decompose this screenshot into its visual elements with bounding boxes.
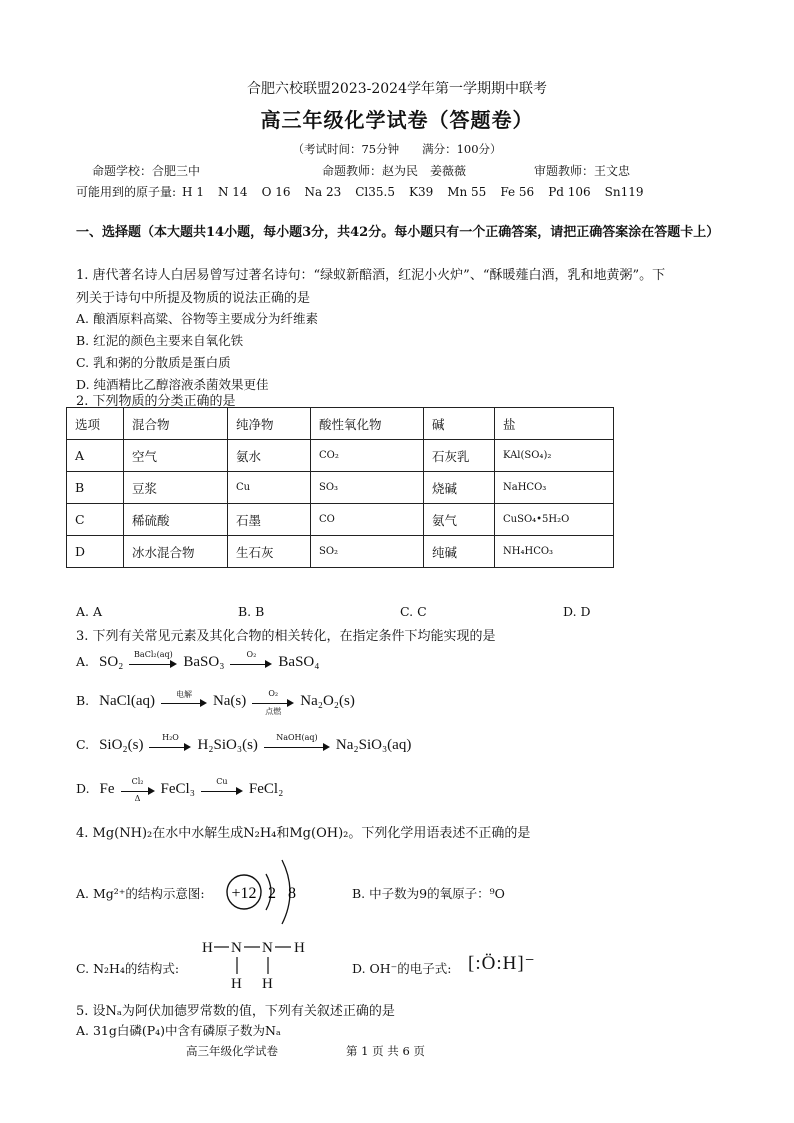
reaction-arrow-icon xyxy=(121,776,155,803)
species: Na₂O₂(s) xyxy=(300,693,355,709)
page-number: 第 1 页 共 6 页 xyxy=(346,1044,425,1058)
table-row xyxy=(67,536,614,568)
table-cell: 氨水 xyxy=(228,440,311,472)
atom-h: H xyxy=(294,940,305,956)
n2h4-structural-formula xyxy=(198,936,318,992)
atom-mass: K39 xyxy=(408,185,434,199)
table-cell: NH₄HCO₃ xyxy=(495,536,614,568)
table-header-row xyxy=(67,408,614,440)
table-cell: SO₂ xyxy=(311,536,424,568)
reaction-arrow-icon xyxy=(129,649,177,670)
species: FeCl₂ xyxy=(248,781,284,797)
atom-h: H xyxy=(262,976,273,992)
atom-n: N xyxy=(231,940,242,956)
section-title: 一、选择题（本大题共14小题，每小题3分，共42分。每小题只有一个正确答案，请把正确答案涂在答题卡上） xyxy=(76,225,720,240)
reaction-arrow-icon xyxy=(161,689,207,709)
atom-mass: Cl35.5 xyxy=(355,185,395,199)
atom-mass: O 16 xyxy=(261,185,291,199)
table-cell: CO xyxy=(311,504,424,536)
table-cell: 稀硫酸 xyxy=(124,504,228,536)
reaction-arrow-icon xyxy=(264,732,330,753)
option-letter: B. xyxy=(76,693,90,708)
arrow-condition-below: 点燃 xyxy=(265,706,282,716)
shell-electrons-2: 8 xyxy=(288,885,296,902)
atom-mass: Pd 106 xyxy=(548,185,591,199)
arrow-condition: 电解 xyxy=(175,689,192,699)
arrow-condition: O₂ xyxy=(246,649,257,659)
atom-n: N xyxy=(262,940,273,956)
q4-stem: 4. Mg(NH)₂在水中水解生成N₂H₄和Mg(OH)₂。下列化学用语表述不正确的是 xyxy=(76,826,531,841)
species: Na₂SiO₃(aq) xyxy=(335,737,412,753)
table-cell: 生石灰 xyxy=(228,536,311,568)
table-cell: 豆浆 xyxy=(124,472,228,504)
q5-stem: 5. 设Nₐ为阿伏加德罗常数的值，下列有关叙述正确的是 xyxy=(76,1004,395,1019)
table-cell: 空气 xyxy=(124,440,228,472)
q1-option-d: D. 纯酒精比乙醇溶液杀菌效果更佳 xyxy=(76,377,269,392)
table-cell: 石灰乳 xyxy=(424,440,495,472)
q1-option-b: B. 红泥的颜色主要来自氧化铁 xyxy=(76,333,244,348)
species: FeCl₃ xyxy=(160,781,195,797)
header-cell: 选项 xyxy=(67,408,124,440)
teachers: 命题教师：赵为民 姜薇薇 xyxy=(322,164,467,178)
option-letter: C. xyxy=(76,737,90,752)
table-cell: C xyxy=(67,504,124,536)
species: Na(s) xyxy=(212,693,247,709)
atom-h: H xyxy=(202,940,213,956)
table-cell: 氨气 xyxy=(424,504,495,536)
species: BaSO₄ xyxy=(278,654,320,670)
mg-ion-structure-diagram xyxy=(222,856,302,926)
q2-answer-d: D. D xyxy=(563,604,591,619)
table-cell: 烧碱 xyxy=(424,472,495,504)
arrow-condition: H₂O xyxy=(162,732,179,742)
atom-h: H xyxy=(231,976,242,992)
atom-mass: Sn119 xyxy=(604,185,644,199)
q3-stem: 3. 下列有关常见元素及其化合物的相关转化，在指定条件下均能实现的是 xyxy=(76,629,496,644)
time-score: （考试时间：75分钟 满分：100分） xyxy=(292,142,502,156)
header-cell: 酸性氧化物 xyxy=(311,408,424,440)
table-cell: CuSO₄•5H₂O xyxy=(495,504,614,536)
reviewer: 审题教师：王文忠 xyxy=(534,164,631,178)
option-letter: D. xyxy=(76,781,90,796)
reaction-arrow-icon xyxy=(149,732,191,753)
arrow-condition-below: Δ xyxy=(134,793,141,803)
q1-stem-line1: 1. 唐代著名诗人白居易曾写过著名诗句：“绿蚁新醅酒，红泥小火炉”、“酥暖薤白酒，乳和地黄粥”。下 xyxy=(76,268,666,283)
q3-option-d xyxy=(76,776,284,803)
arrow-condition: BaCl₂(aq) xyxy=(134,649,173,659)
q4-option-c-label: C. N₂H₄的结构式: xyxy=(76,961,180,976)
species: SO₂ xyxy=(99,654,124,670)
q2-answer-c: C. C xyxy=(400,604,427,619)
atom-mass: H 1 xyxy=(182,185,204,199)
table-cell: CO₂ xyxy=(311,440,424,472)
table-cell: 石墨 xyxy=(228,504,311,536)
table-cell: Cu xyxy=(228,472,311,504)
table-cell: SO₃ xyxy=(311,472,424,504)
species: H₂SiO₃(s) xyxy=(197,737,258,753)
q1-stem-line2: 列关于诗句中所提及物质的说法正确的是 xyxy=(76,291,311,306)
table-cell: 纯碱 xyxy=(424,536,495,568)
atom-mass: Na 23 xyxy=(304,185,342,199)
arrow-condition: Cl₂ xyxy=(131,776,144,786)
table-cell: KAl(SO₄)₂ xyxy=(495,440,614,472)
q4-option-b: B. 中子数为9的氧原子：⁹O xyxy=(352,886,505,901)
table-row xyxy=(67,440,614,472)
species: SiO₂(s) xyxy=(99,737,144,753)
reaction-arrow-icon xyxy=(201,776,243,797)
q2-stem: 2. 下列物质的分类正确的是 xyxy=(76,394,236,409)
atomic-masses xyxy=(76,183,658,200)
author-line xyxy=(92,162,630,179)
shell-electrons-1: 2 xyxy=(268,885,276,902)
school: 命题学校：合肥三中 xyxy=(92,164,201,178)
q5-option-a: A. 31g白磷(P₄)中含有磷原子数为Nₐ xyxy=(76,1023,281,1038)
q4-option-a-label: A. Mg²⁺的结构示意图: xyxy=(76,886,205,901)
option-letter: A. xyxy=(76,654,90,669)
species: Fe xyxy=(99,781,115,797)
q1-option-c: C. 乳和粥的分散质是蛋白质 xyxy=(76,355,231,370)
table-cell: D xyxy=(67,536,124,568)
footer-title: 高三年级化学试卷 xyxy=(186,1044,278,1058)
q2-answer-b: B. B xyxy=(238,604,265,619)
paper-title: 高三年级化学试卷（答题卷） xyxy=(260,108,534,132)
table-cell: NaHCO₃ xyxy=(495,472,614,504)
arrow-condition: Cu xyxy=(216,776,228,786)
table-cell: B xyxy=(67,472,124,504)
table-cell: A xyxy=(67,440,124,472)
atom-mass: N 14 xyxy=(217,185,248,199)
arrow-condition: O₂ xyxy=(268,688,279,698)
q3-option-c xyxy=(76,732,412,754)
union-title: 合肥六校联盟2023-2024学年第一学期期中联考 xyxy=(247,81,547,97)
header-cell: 混合物 xyxy=(124,408,228,440)
reaction-arrow-icon xyxy=(230,649,272,670)
arrow-condition: NaOH(aq) xyxy=(276,732,318,742)
reaction-arrow-icon xyxy=(252,688,294,716)
q4-option-d-label: D. OH⁻的电子式: xyxy=(352,961,452,976)
q1-option-a: A. 酿酒原料高粱、谷物等主要成分为纤维素 xyxy=(76,311,318,326)
atom-mass: Mn 55 xyxy=(447,185,487,199)
species: BaSO₃ xyxy=(183,654,225,670)
table-cell: 冰水混合物 xyxy=(124,536,228,568)
header-cell: 纯净物 xyxy=(228,408,311,440)
header-cell: 碱 xyxy=(424,408,495,440)
table-row xyxy=(67,504,614,536)
q2-answer-a: A. A xyxy=(76,604,103,619)
species: NaCl(aq) xyxy=(99,693,155,709)
q3-option-a xyxy=(76,649,320,671)
classification-table xyxy=(66,407,614,568)
header-cell: 盐 xyxy=(495,408,614,440)
nucleus-charge: +12 xyxy=(231,885,257,902)
atoms-label: 可能用到的原子量: xyxy=(76,185,177,199)
table-row xyxy=(67,472,614,504)
q3-option-b xyxy=(76,688,355,716)
hydroxide-electron-formula: [:Ö:H]⁻ xyxy=(468,953,536,974)
atom-mass: Fe 56 xyxy=(500,185,535,199)
